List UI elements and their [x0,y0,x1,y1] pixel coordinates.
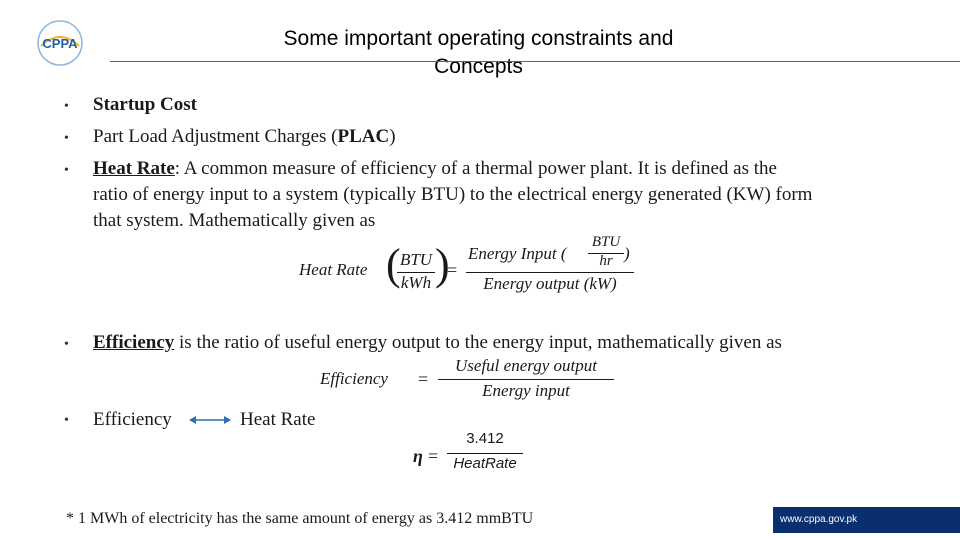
formula-lhs: Heat Rate [299,260,368,279]
efficiency-label: Efficiency [93,409,172,430]
bullet-dot: • [64,131,69,146]
bullet-dot: • [64,163,69,178]
svg-text:CPPA: CPPA [42,36,78,51]
heat-rate-line-1 [93,156,777,182]
paren-open: ( [386,240,401,289]
title-divider [110,61,960,62]
plac-suffix: ) [389,126,396,147]
double-arrow-icon [188,413,232,427]
denominator: Energy input [482,381,570,400]
bullet-dot: • [64,99,69,114]
equals-sign: = [447,260,458,280]
unit-den: kWh [400,273,432,292]
heat-rate-term: Heat Rate [93,158,175,179]
bullet-dot: • [64,413,69,428]
heat-rate-definition: : A common measure of efficiency of a thermal power plant. It is defined as the [174,158,777,179]
plac-item [93,124,396,150]
cppa-logo [33,18,87,68]
efficiency-item [93,330,782,356]
efficiency-term: Efficiency [93,332,175,353]
eta-symbol: η [413,446,423,466]
numerator: Useful energy output [455,356,597,375]
title-line-2: Concepts [434,55,523,78]
plac-acronym: PLAC [337,126,390,147]
website-link[interactable]: www.cppa.gov.pk [773,507,960,533]
efficiency-definition: is the ratio of useful energy output to the energy input, mathematically given as [174,332,782,353]
bullet-dot: • [64,337,69,352]
paren-close: ) [435,240,450,289]
numerator: 3.412 [466,430,504,447]
heat-rate-label: Heat Rate [240,409,316,430]
title-line-1: Some important operating constraints and [283,27,674,50]
startup-cost-item: Startup Cost [93,94,197,115]
numerator-unit-num: BTU [591,234,621,250]
denominator: Energy output (kW) [483,274,617,293]
equals-sign: = [418,369,429,389]
numerator-unit-den: hr [599,253,613,269]
plac-prefix: Part Load Adjustment Charges ( [93,126,338,147]
slide-title [200,25,757,81]
fraction-bar [447,453,523,454]
footnote: * 1 MWh of electricity has the same amount of energy as 3.412 mmBTU [66,510,534,527]
formula-lhs: Efficiency [320,369,388,388]
numerator-suffix: ) [624,244,630,263]
main-fraction-bar [466,272,634,273]
denominator: HeatRate [453,455,517,472]
fraction-bar [438,379,614,380]
unit-num: BTU [399,250,433,269]
heat-rate-line-2: ratio of energy input to a system (typically BTU) to the electrical energy generated (KW) form [93,184,813,205]
heat-rate-line-3: that system. Mathematically given as [93,210,376,231]
numerator-prefix: Energy Input ( [468,244,567,263]
equals-sign: = [428,446,439,466]
